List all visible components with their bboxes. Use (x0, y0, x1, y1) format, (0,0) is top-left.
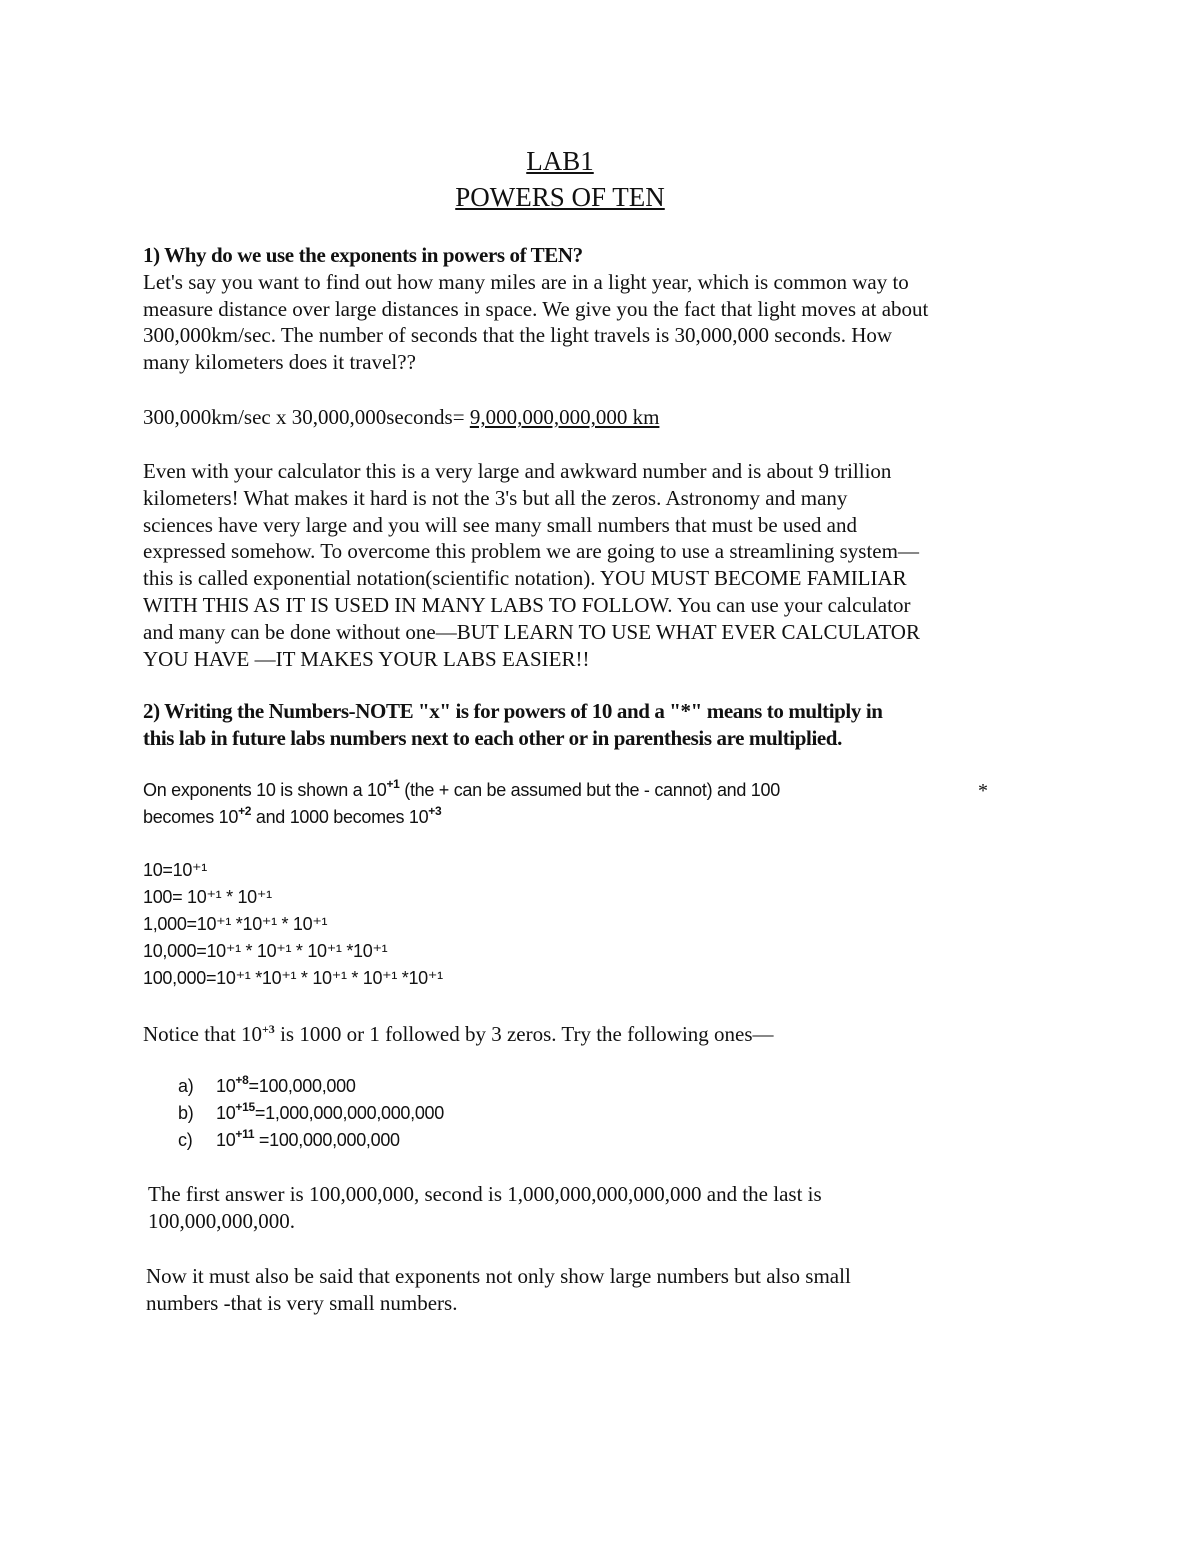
expansion-line: 1,000=10⁺¹ *10⁺¹ * 10⁺¹ (143, 914, 328, 934)
answer-paragraph (148, 1181, 1018, 1235)
intro-text: becomes 10 (143, 807, 239, 827)
lab-subtitle: POWERS OF TEN (455, 182, 665, 212)
paragraph-line: 100,000,000,000. (148, 1208, 295, 1233)
exercise-base: 10 (216, 1103, 236, 1123)
section-1 (143, 242, 1013, 376)
intro-text: On exponents 10 is shown a 10 (143, 780, 387, 800)
section-2-heading-line: this lab in future labs numbers next to each other or in parenthesis are multiplied. (143, 725, 842, 750)
paragraph-line: Let's say you want to find out how many miles are in a light year, which is common way to (143, 269, 909, 294)
expansion-list (143, 857, 1013, 992)
exercise-base: 10 (216, 1076, 236, 1096)
paragraph-line: YOU HAVE —IT MAKES YOUR LABS EASIER!! (143, 646, 590, 671)
exercise-base: 10 (216, 1130, 236, 1150)
expansion-line: 10=10⁺¹ (143, 860, 207, 880)
intro-text: and 1000 becomes 10 (251, 807, 429, 827)
exponent: +2 (238, 804, 252, 818)
notice-text: Notice that 10 (143, 1022, 262, 1046)
intro-text: (the + can be assumed but the - cannot) and 100 (399, 780, 780, 800)
paragraph-line: numbers -that is very small numbers. (146, 1290, 458, 1315)
section-2-heading (143, 698, 1013, 752)
paragraph-line: Now it must also be said that exponents not only show large numbers but also small (146, 1264, 851, 1288)
paragraph-line: kilometers! What makes it hard is not the 3's but all the zeros. Astronomy and many (143, 485, 848, 510)
section-1-heading: 1) Why do we use the exponents in powers of TEN? (143, 243, 583, 267)
paragraph-line: expressed somehow. To overcome this problem we are going to use a streamlining system— (143, 539, 919, 564)
paragraph-line: sciences have very large and you will see many small numbers that must be used and (143, 512, 857, 537)
notice-line (143, 1021, 1013, 1048)
section-1-paragraph-2 (143, 458, 1013, 672)
closing-paragraph (146, 1263, 1016, 1317)
exponent: +8 (235, 1073, 249, 1087)
exponent: +3 (261, 1022, 275, 1036)
exponent-intro (143, 777, 1013, 831)
expansion-line: 100,000=10⁺¹ *10⁺¹ * 10⁺¹ * 10⁺¹ *10⁺¹ (143, 968, 443, 988)
exponent: +1 (386, 777, 400, 791)
exercise-answer: =100,000,000,000 (254, 1130, 400, 1150)
equation-result: 9,000,000,000,000 km (469, 405, 660, 429)
paragraph-line: this is called exponential notation(scientific notation). YOU MUST BECOME FAMILIAR (143, 566, 907, 591)
exponent: +15 (235, 1100, 255, 1114)
paragraph-line: 300,000km/sec. The number of seconds that the light travels is 30,000,000 seconds. How (143, 323, 893, 348)
exercise-answer: =100,000,000 (248, 1076, 356, 1096)
exercise-answer: =1,000,000,000,000,000 (254, 1103, 444, 1123)
lab-title: LAB1 (526, 146, 594, 176)
exercise-label: c) (178, 1130, 193, 1150)
expansion-line: 10,000=10⁺¹ * 10⁺¹ * 10⁺¹ *10⁺¹ (143, 941, 388, 961)
paragraph-line: The first answer is 100,000,000, second is 1,000,000,000,000,000 and the last is (148, 1182, 822, 1206)
paragraph-line: Even with your calculator this is a very large and awkward number and is about 9 trillion (143, 459, 892, 483)
exercise-label: a) (178, 1076, 194, 1096)
exponent: +11 (235, 1127, 255, 1141)
paragraph-line: many kilometers does it travel?? (143, 350, 416, 375)
paragraph-line: and many can be done without one—BUT LEARN TO USE WHAT EVER CALCULATOR (143, 619, 920, 644)
paragraph-line: WITH THIS AS IT IS USED IN MANY LABS TO FOLLOW. You can use your calculator (143, 592, 911, 617)
expansion-line: 100= 10⁺¹ * 10⁺¹ (143, 887, 272, 907)
equation-prefix: 300,000km/sec x 30,000,000seconds= (143, 405, 470, 429)
notice-text: is 1000 or 1 followed by 3 zeros. Try the following ones— (274, 1022, 774, 1046)
equation (143, 404, 1013, 431)
paragraph-line: measure distance over large distances in space. We give you the fact that light moves at about (143, 296, 929, 321)
asterisk-mark: * (978, 780, 988, 802)
exponent: +3 (428, 804, 442, 818)
exercise-label: b) (178, 1103, 194, 1123)
section-2-heading-line: 2) Writing the Numbers-NOTE "x" is for powers of 10 and a "*" means to multiply in (143, 699, 883, 723)
